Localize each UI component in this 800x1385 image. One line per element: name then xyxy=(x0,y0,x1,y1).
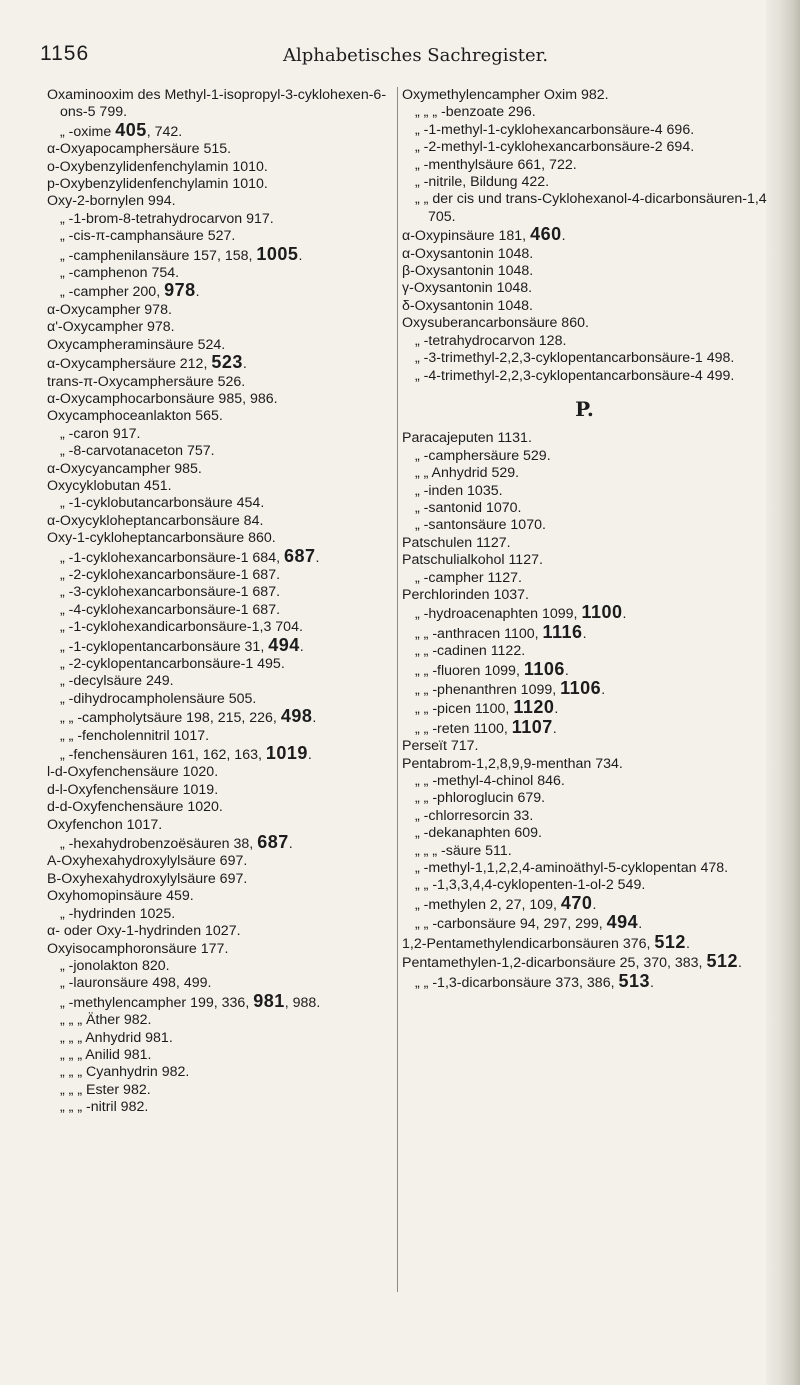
entry-text: „ „ -methyl-4-chinol 846. xyxy=(415,773,565,790)
entry-text-tail: . xyxy=(298,247,303,264)
entry-text: Patschulialkohol 1127. xyxy=(402,552,543,569)
index-entry xyxy=(47,408,392,425)
main-reference-page: 512 xyxy=(654,931,686,952)
index-subentry xyxy=(47,211,392,228)
index-subentry xyxy=(402,773,767,790)
main-reference-page: 1116 xyxy=(542,621,583,642)
index-entry xyxy=(402,738,767,755)
main-reference-page: 687 xyxy=(257,832,289,853)
entry-text: „ „ -campholytsäure 198, 215, 226, xyxy=(60,710,281,727)
index-subentry xyxy=(47,708,392,727)
entry-text: „ -1-cyklopentancarbonsäure 31, xyxy=(60,638,269,655)
entry-text: „ -lauronsäure 498, 499. xyxy=(60,975,212,992)
index-entry xyxy=(402,315,767,332)
entry-text: „ -1-brom-8-tetrahydrocarvon 917. xyxy=(60,210,274,227)
index-entry xyxy=(47,374,392,391)
index-subentry xyxy=(47,119,392,141)
index-subentry xyxy=(402,808,767,825)
main-reference-page: 405 xyxy=(115,119,147,140)
main-reference-page: 1019 xyxy=(265,743,308,764)
entry-text: „ „ -1,3,3,4,4-cyklopenten-1-ol-2 549. xyxy=(415,877,646,894)
entry-text: γ-Oxysantonin 1048. xyxy=(402,280,533,297)
entry-text: „ „ „ -säure 511. xyxy=(415,842,512,859)
entry-text: „ -caron 917. xyxy=(60,425,141,442)
entry-text: δ-Oxysantonin 1048. xyxy=(402,297,533,314)
entry-text: „ -methylencampher 199, 336, xyxy=(60,994,254,1011)
main-reference-page: 1120 xyxy=(513,697,555,718)
entry-text: Oxycyklobutan 451. xyxy=(47,477,172,494)
main-reference-page: 470 xyxy=(560,892,593,913)
main-reference-page: 978 xyxy=(164,280,196,301)
index-subentry xyxy=(402,157,767,174)
entry-text: „ -hydroacenaphten 1099, xyxy=(415,606,582,623)
entry-text: A-Oxyhexahydroxylylsäure 697. xyxy=(47,853,248,870)
entry-text: „ -3-cyklohexancarbonsäure-1 687. xyxy=(60,584,281,601)
index-subentry xyxy=(47,906,392,923)
index-subentry xyxy=(47,975,392,992)
entry-text: o-Oxybenzylidenfenchylamin 1010. xyxy=(47,158,268,175)
index-entry xyxy=(47,799,392,816)
entry-text: α-Oxycyancampher 985. xyxy=(47,460,202,477)
entry-text: „ -dekanaphten 609. xyxy=(415,825,542,842)
entry-text: „ -santonid 1070. xyxy=(415,499,522,516)
entry-text: α-Oxycampher 978. xyxy=(47,301,172,318)
entry-text-tail: . xyxy=(650,974,654,991)
entry-text-tail: . xyxy=(195,284,200,301)
index-column-right xyxy=(402,87,767,992)
entry-text: „ -inden 1035. xyxy=(415,482,503,499)
entry-text: „ -oxime xyxy=(60,123,116,140)
entry-text-tail: . xyxy=(592,896,597,913)
entry-text: „ „ -anthracen 1100, xyxy=(415,625,543,642)
entry-text: Oxyisocamphoronsäure 177. xyxy=(47,940,229,957)
index-entry xyxy=(47,302,392,319)
entry-text-tail: . xyxy=(738,955,742,972)
entry-text: „ -4-cyklohexancarbonsäure-1 687. xyxy=(60,601,281,618)
index-subentry xyxy=(47,619,392,636)
index-subentry xyxy=(47,1064,392,1081)
index-subentry xyxy=(402,122,767,139)
index-subentry xyxy=(47,745,392,764)
index-subentry xyxy=(47,958,392,975)
entry-text: „ „ „ Anhydrid 981. xyxy=(60,1029,173,1046)
entry-text: Pentabrom-1,2,8,9,9-menthan 734. xyxy=(402,755,623,772)
entry-text: Oxycamphoceanlakton 565. xyxy=(47,408,223,425)
index-subentry xyxy=(402,892,767,914)
index-entry xyxy=(47,764,392,781)
entry-text-tail: . xyxy=(315,549,320,566)
index-subentry xyxy=(47,265,392,282)
index-column-left xyxy=(47,87,392,1117)
entry-text: „ „ der cis und trans-Cyklohexanol-4-dicarbonsäuren-1,4 705. xyxy=(415,191,767,225)
entry-text: „ -hydrinden 1025. xyxy=(60,905,176,922)
entry-text: α-Oxycamphersäure 212, xyxy=(47,356,212,373)
entry-text: 1,2-Pentamethylendicarbonsäuren 376, xyxy=(402,935,655,952)
index-subentry xyxy=(402,570,767,587)
entry-text-tail: . xyxy=(552,720,557,737)
entry-text-tail: . xyxy=(312,710,317,727)
main-reference-page: 1106 xyxy=(523,658,565,679)
section-letter-heading: P. xyxy=(575,396,594,421)
index-subentry xyxy=(47,728,392,745)
entry-text: „ „ „ Äther 982. xyxy=(60,1012,152,1029)
entry-text: Oxysuberancarbonsäure 860. xyxy=(402,315,589,332)
entry-text: „ „ -1,3-dicarbonsäure 373, 386, xyxy=(415,974,619,991)
entry-text: „ -1-cyklohexancarbonsäure-1 684, xyxy=(60,549,284,566)
index-entry xyxy=(47,87,392,122)
index-entry xyxy=(402,552,767,569)
entry-text-tail: . xyxy=(582,625,587,642)
entry-text: „ „ „ Ester 982. xyxy=(60,1081,151,1098)
main-reference-page: 460 xyxy=(530,224,562,245)
entry-text: trans-π-Oxycamphersäure 526. xyxy=(47,373,246,390)
entry-text: d-d-Oxyfenchensäure 1020. xyxy=(47,799,223,816)
index-entry xyxy=(47,319,392,336)
column-divider xyxy=(397,87,398,1292)
entry-text: d-l-Oxyfenchensäure 1019. xyxy=(47,781,219,798)
index-entry xyxy=(402,87,767,104)
index-entry xyxy=(47,817,392,834)
index-entry xyxy=(47,193,392,210)
index-subentry xyxy=(47,243,392,265)
main-reference-page: 1106 xyxy=(560,678,602,698)
index-entry xyxy=(47,513,392,530)
index-entry xyxy=(47,176,392,193)
entry-text: Pentamethylen-1,2-dicarbonsäure 25, 370, 383, xyxy=(402,955,707,972)
index-subentry xyxy=(402,174,767,191)
index-subentry xyxy=(47,1099,392,1116)
index-entry xyxy=(47,782,392,799)
index-subentry xyxy=(402,465,767,482)
entry-text: α- oder Oxy-1-hydrinden 1027. xyxy=(47,923,241,940)
entry-text: „ „ „ -nitril 982. xyxy=(60,1099,149,1116)
index-subentry xyxy=(402,139,767,156)
page-number: 1156 xyxy=(40,42,90,65)
entry-text-tail: . xyxy=(638,916,643,933)
index-subentry xyxy=(402,843,767,860)
index-entry xyxy=(402,246,767,263)
index-entry xyxy=(47,941,392,958)
entry-text: Oxyfenchon 1017. xyxy=(47,816,163,833)
entry-text-tail: , 742. xyxy=(146,123,183,140)
index-entry xyxy=(47,461,392,478)
entry-text: Paracajeputen 1131. xyxy=(402,430,532,447)
index-subentry xyxy=(402,448,767,465)
entry-text: „ -camphersäure 529. xyxy=(415,447,551,464)
index-subentry xyxy=(47,1082,392,1099)
entry-text: Oxy-2-bornylen 994. xyxy=(47,193,176,210)
index-entry xyxy=(47,478,392,495)
entry-text: β-Oxysantonin 1048. xyxy=(402,263,534,280)
index-subentry xyxy=(47,282,392,301)
index-entry xyxy=(47,141,392,158)
index-subentry xyxy=(47,691,392,708)
entry-text: „ -menthylsäure 661, 722. xyxy=(415,156,577,173)
index-entry xyxy=(47,530,392,547)
entry-text-tail: . xyxy=(288,836,293,853)
entry-text: „ -hexahydrobenzoësäuren 38, xyxy=(60,836,258,853)
main-reference-page: 494 xyxy=(268,634,300,655)
index-subentry xyxy=(402,350,767,367)
main-reference-page: 512 xyxy=(706,951,738,972)
entry-text-tail: . xyxy=(685,935,690,952)
index-subentry xyxy=(402,104,767,121)
entry-text: α-Oxypinsäure 181, xyxy=(402,228,531,245)
entry-text: „ -8-carvotanaceton 757. xyxy=(60,443,215,460)
index-entry xyxy=(47,923,392,940)
entry-text: „ „ -cadinen 1122. xyxy=(415,643,526,660)
entry-text: „ „ „ Anilid 981. xyxy=(60,1046,152,1063)
entry-text-tail: . xyxy=(242,356,247,373)
index-subentry xyxy=(47,228,392,245)
main-reference-page: 513 xyxy=(618,970,651,991)
entry-text: „ -santonsäure 1070. xyxy=(415,517,546,534)
main-reference-page: 494 xyxy=(606,912,639,933)
entry-text: „ -decylsäure 249. xyxy=(60,673,174,690)
index-entry xyxy=(47,853,392,870)
entry-text-tail: . xyxy=(601,682,606,698)
index-entry xyxy=(402,280,767,297)
entry-text: „ -1-cyklohexandicarbonsäure-1,3 704. xyxy=(60,619,303,636)
entry-text-tail: , 988. xyxy=(284,994,321,1011)
entry-text: „ -dihydrocampholensäure 505. xyxy=(60,690,257,707)
index-subentry xyxy=(47,990,392,1012)
index-subentry xyxy=(402,483,767,500)
index-entry xyxy=(402,756,767,773)
index-subentry xyxy=(402,643,767,660)
main-reference-page: 1005 xyxy=(256,243,299,264)
index-subentry xyxy=(47,443,392,460)
entry-text: „ „ -phloroglucin 679. xyxy=(415,790,546,807)
index-subentry xyxy=(402,825,767,842)
entry-text: „ -fenchensäuren 161, 162, 163, xyxy=(60,747,266,764)
main-reference-page: 981 xyxy=(253,990,285,1011)
entry-text-tail: . xyxy=(299,638,304,655)
index-subentry xyxy=(47,584,392,601)
index-subentry xyxy=(402,790,767,807)
entry-text: „ -cis-π-camphansäure 527. xyxy=(60,228,236,245)
entry-text: „ „ -fencholennitril 1017. xyxy=(60,727,210,744)
entry-text: „ -campher 200, xyxy=(60,284,165,301)
index-subentry xyxy=(47,656,392,673)
main-reference-page: 498 xyxy=(280,706,313,727)
entry-text: Patschulen 1127. xyxy=(402,534,511,551)
entry-text: α'-Oxycampher 978. xyxy=(47,319,175,336)
entry-text: „ „ „ Cyanhydrin 982. xyxy=(60,1064,190,1081)
index-subentry xyxy=(402,716,767,738)
index-subentry xyxy=(47,495,392,512)
entry-text: Perchlorinden 1037. xyxy=(402,586,529,603)
entry-text: „ -2-methyl-1-cyklohexancarbonsäure-2 694. xyxy=(415,139,695,156)
entry-text: α-Oxycamphocarbonsäure 985, 986. xyxy=(47,390,278,407)
entry-text: „ „ -fluoren 1099, xyxy=(415,662,524,679)
index-subentry xyxy=(402,680,767,699)
main-reference-page: 687 xyxy=(283,545,316,566)
index-subentry xyxy=(47,426,392,443)
index-subentry xyxy=(402,621,767,643)
entry-text: l-d-Oxyfenchensäure 1020. xyxy=(47,764,219,781)
page-edge-shadow xyxy=(766,0,800,1385)
index-entry xyxy=(402,535,767,552)
entry-text: „ -methyl-1,1,2,2,4-aminoäthyl-5-cyklopentan 478. xyxy=(415,860,729,877)
index-subentry xyxy=(47,1047,392,1064)
index-subentry xyxy=(47,634,392,656)
entry-text: „ -nitrile, Bildung 422. xyxy=(415,174,550,191)
entry-text: „ -camphenon 754. xyxy=(60,265,180,282)
index-subentry xyxy=(47,834,392,853)
entry-text: Oxaminooxim des Methyl-1-isopropyl-3-cyklohexen-6-ons-5 799. xyxy=(47,87,387,121)
main-reference-page: 1107 xyxy=(511,716,553,737)
index-entry xyxy=(47,871,392,888)
entry-text: „ -campher 1127. xyxy=(415,569,522,586)
entry-text-tail: . xyxy=(564,662,569,679)
entry-text: „ „ Anhydrid 529. xyxy=(415,465,520,482)
entry-text: „ „ „ -benzoate 296. xyxy=(415,104,536,121)
entry-text: „ -2-cyklopentancarbonsäure-1 495. xyxy=(60,656,285,672)
entry-text-tail: . xyxy=(561,228,566,245)
entry-text: „ -jonolakton 820. xyxy=(60,957,170,974)
entry-text: „ -3-trimethyl-2,2,3-cyklopentancarbonsäure-1 498. xyxy=(415,350,735,367)
index-subentry xyxy=(402,333,767,350)
entry-text: „ -chlorresorcin 33. xyxy=(415,807,534,824)
entry-text: „ -4-trimethyl-2,2,3-cyklopentancarbonsäure-4 499. xyxy=(415,367,735,384)
index-subentry xyxy=(47,567,392,584)
entry-text: Oxy-1-cykloheptancarbonsäure 860. xyxy=(47,530,276,547)
index-subentry xyxy=(402,517,767,534)
entry-text: α-Oxysantonin 1048. xyxy=(402,245,534,262)
entry-text: p-Oxybenzylidenfenchylamin 1010. xyxy=(47,176,268,193)
entry-text: Oxycampheraminsäure 524. xyxy=(47,336,226,353)
entry-text: Perseït 717. xyxy=(402,738,479,755)
entry-text: Oxyhomopinsäure 459. xyxy=(47,888,194,905)
index-subentry xyxy=(47,673,392,690)
index-subentry xyxy=(47,545,392,567)
entry-text: Oxymethylencampher Oxim 982. xyxy=(402,87,609,103)
index-entry xyxy=(47,391,392,408)
entry-text: „ -1-methyl-1-cyklohexancarbonsäure-4 696. xyxy=(415,121,695,138)
index-subentry xyxy=(402,604,767,623)
entry-text: „ „ -reten 1100, xyxy=(415,720,512,737)
entry-text: „ -tetrahydrocarvon 128. xyxy=(415,332,567,349)
page-header xyxy=(40,42,740,78)
entry-text-tail: . xyxy=(554,701,559,718)
index-subentry xyxy=(402,699,767,718)
index-entry xyxy=(402,953,767,972)
entry-text: α-Oxyapocamphersäure 515. xyxy=(47,141,232,158)
entry-text: „ -1-cyklobutancarbonsäure 454. xyxy=(60,495,265,512)
entry-text-tail: . xyxy=(622,606,627,623)
index-subentry xyxy=(47,1012,392,1029)
running-title: Alphabetisches Sachregister. xyxy=(283,45,549,66)
index-subentry xyxy=(47,602,392,619)
index-subentry xyxy=(47,1030,392,1047)
index-subentry xyxy=(402,970,767,992)
index-entry xyxy=(402,430,767,447)
entry-text: „ -2-cyklohexancarbonsäure-1 687. xyxy=(60,566,281,583)
entry-text: α-Oxycykloheptancarbonsäure 84. xyxy=(47,512,264,529)
entry-text: „ „ -picen 1100, xyxy=(415,701,514,718)
index-subentry xyxy=(402,860,767,877)
entry-text: „ „ -phenanthren 1099, xyxy=(415,682,561,698)
entry-text: „ -methylen 2, 27, 109, xyxy=(415,896,561,913)
index-entry xyxy=(402,263,767,280)
index-entry xyxy=(47,354,392,373)
index-entry xyxy=(402,298,767,315)
index-subentry xyxy=(402,191,767,226)
index-entry xyxy=(402,226,767,245)
index-subentry xyxy=(402,500,767,517)
entry-text: B-Oxyhexahydroxylylsäure 697. xyxy=(47,870,248,887)
main-reference-page: 1100 xyxy=(581,602,623,623)
index-entry xyxy=(47,159,392,176)
entry-text: „ -camphenilansäure 157, 158, xyxy=(60,247,257,264)
index-subentry xyxy=(402,914,767,933)
index-entry xyxy=(47,888,392,905)
main-reference-page: 523 xyxy=(211,352,243,373)
entry-text-tail: . xyxy=(307,747,312,764)
entry-text: „ „ -carbonsäure 94, 297, 299, xyxy=(415,916,607,933)
index-subentry xyxy=(402,368,767,385)
